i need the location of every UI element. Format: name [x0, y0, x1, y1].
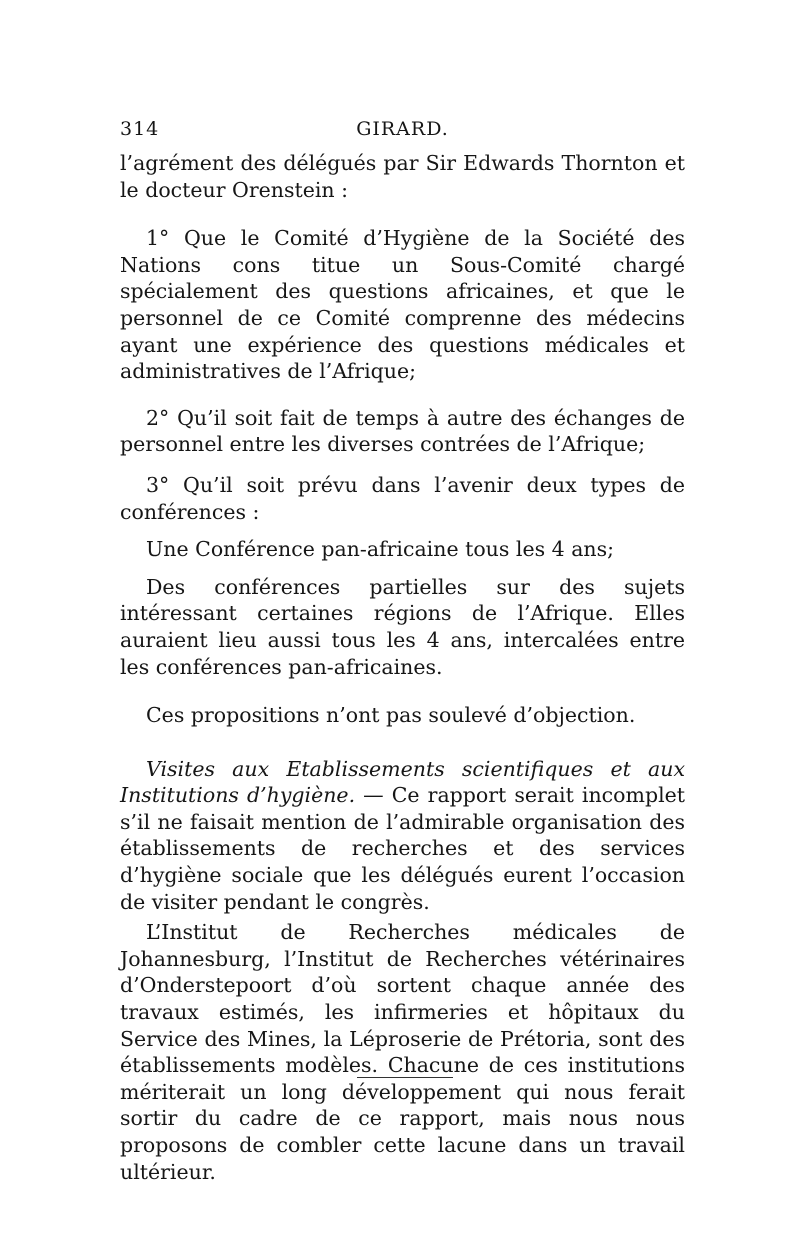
paragraph-partial-conferences: Des conférences partielles sur des sujets intéressant certaines régions de l’Afrique. Elles auraient lieu aussi tous les 4 ans, intercalées entre les conférences pan-africaines.	[120, 574, 685, 679]
section-heading: Visites aux Etablissements scientifiques et aux Institutions d’hygiène.	[120, 756, 685, 808]
paragraph-item-1: 1° Que le Comité d’Hygiène de la Société des Nations cons titue un Sous-Comité chargé spécialement des questions africaines, et que le personnel de ce Comité comprenne des médecins ayant une expérience des questions médicales et administratives de l’Afrique;	[120, 226, 685, 384]
page-number: 314	[120, 118, 160, 140]
paragraph-item-2: 2° Qu’il soit fait de temps à autre des échanges de personnel entre les diverses contrées de l’Afrique;	[120, 405, 685, 457]
paragraph-item-3: 3° Qu’il soit prévu dans l’avenir deux types de conférences :	[120, 472, 685, 524]
running-title: GIRARD.	[356, 118, 449, 140]
paragraph-visits-text: — Ce rapport serait incomplet s’il ne faisait mention de l’admirable organisation des établissements de recherches et des services d’hygiène sociale que les délégués eurent l’occasion de visiter pendant le congrès.	[120, 783, 685, 914]
paragraph-visits	[120, 756, 685, 916]
paragraph-institutes: L’Institut de Recherches médicales de Johannesburg, l’Institut de Recherches vétérinaires d’Onderstepoort d’où sortent chaque année des travaux estimés, les infirmeries et hôpitaux du Service des Mines, la Léproserie de Prétoria, sont des établissements modèles. Chacune de ces institutions mériterait un long développement qui nous ferait sortir du cadre de ce rapport, mais nous nous proposons de combler cette lacune dans un travail ultérieur.	[120, 920, 685, 1184]
paragraph-continuation: l’agrément des délégués par Sir Edwards Thornton et le docteur Orenstein :	[120, 151, 685, 202]
paragraph-pan-african: Une Conférence pan-africaine tous les 4 ans;	[146, 537, 615, 562]
page-body	[120, 150, 685, 1185]
end-rule	[357, 1077, 453, 1078]
paragraph-no-objection: Ces propositions n’ont pas soulevé d’objection.	[146, 703, 636, 728]
